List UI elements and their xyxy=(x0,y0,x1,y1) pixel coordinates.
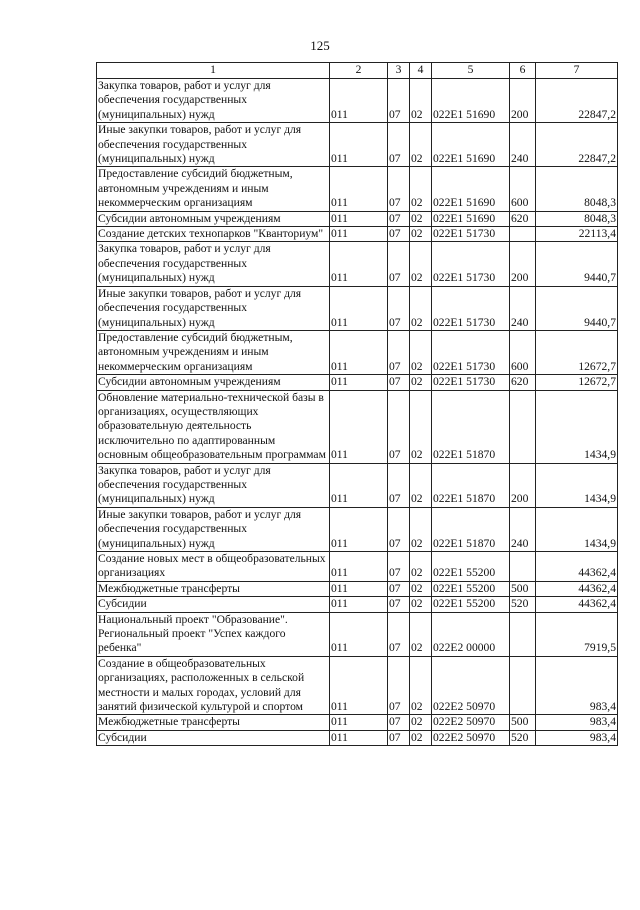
row-admin-code: 011 xyxy=(330,79,388,123)
row-section-code: 07 xyxy=(388,552,410,582)
row-name: Обновление материально-технической базы в организациях, осуществляющих образовательную деятельность исключительно по адаптированным основным общеобразовательным программам xyxy=(97,390,330,463)
row-section-code: 07 xyxy=(388,79,410,123)
table-row xyxy=(97,581,618,596)
row-amount: 22847,2 xyxy=(536,123,618,167)
row-expense-type-code: 200 xyxy=(510,463,536,507)
row-name: Субсидии xyxy=(97,730,330,745)
row-section-code: 07 xyxy=(388,581,410,596)
row-expense-type-code: 500 xyxy=(510,581,536,596)
row-subsection-code: 02 xyxy=(410,552,432,582)
row-target-item-code: 022E1 55200 xyxy=(432,597,510,612)
row-section-code: 07 xyxy=(388,730,410,745)
row-subsection-code: 02 xyxy=(410,730,432,745)
row-amount: 8048,3 xyxy=(536,211,618,226)
row-name: Иные закупки товаров, работ и услуг для обеспечения государственных (муниципальных) нужд xyxy=(97,123,330,167)
row-name: Межбюджетные трансферты xyxy=(97,581,330,596)
row-amount: 22113,4 xyxy=(536,227,618,242)
row-section-code: 07 xyxy=(388,612,410,656)
row-admin-code: 011 xyxy=(330,656,388,715)
column-header-admin: 2 xyxy=(330,63,388,79)
row-name: Создание в общеобразовательных организациях, расположенных в сельской местности и малых городах, условий для занятий физической культурой и спортом xyxy=(97,656,330,715)
row-subsection-code: 02 xyxy=(410,656,432,715)
row-name: Субсидии автономным учреждениям xyxy=(97,375,330,390)
row-subsection-code: 02 xyxy=(410,79,432,123)
row-target-item-code: 022E2 50970 xyxy=(432,730,510,745)
row-amount: 8048,3 xyxy=(536,167,618,211)
row-target-item-code: 022E1 51870 xyxy=(432,390,510,463)
row-amount: 22847,2 xyxy=(536,79,618,123)
row-expense-type-code: 240 xyxy=(510,123,536,167)
row-target-item-code: 022E1 55200 xyxy=(432,581,510,596)
row-section-code: 07 xyxy=(388,390,410,463)
row-expense-type-code: 620 xyxy=(510,375,536,390)
row-section-code: 07 xyxy=(388,597,410,612)
row-subsection-code: 02 xyxy=(410,612,432,656)
row-amount: 1434,9 xyxy=(536,507,618,551)
row-amount: 44362,4 xyxy=(536,581,618,596)
row-expense-type-code xyxy=(510,390,536,463)
row-target-item-code: 022E1 51690 xyxy=(432,123,510,167)
row-subsection-code: 02 xyxy=(410,227,432,242)
row-subsection-code: 02 xyxy=(410,167,432,211)
table-row xyxy=(97,123,618,167)
row-name: Закупка товаров, работ и услуг для обеспечения государственных (муниципальных) нужд xyxy=(97,242,330,286)
row-target-item-code: 022E1 51870 xyxy=(432,463,510,507)
row-expense-type-code xyxy=(510,552,536,582)
row-target-item-code: 022E1 55200 xyxy=(432,552,510,582)
row-subsection-code: 02 xyxy=(410,390,432,463)
row-target-item-code: 022E2 00000 xyxy=(432,612,510,656)
row-target-item-code: 022E1 51730 xyxy=(432,375,510,390)
column-header-section: 3 xyxy=(388,63,410,79)
row-amount: 12672,7 xyxy=(536,330,618,374)
table-row xyxy=(97,715,618,730)
row-amount: 1434,9 xyxy=(536,463,618,507)
table-row xyxy=(97,242,618,286)
row-admin-code: 011 xyxy=(330,463,388,507)
row-subsection-code: 02 xyxy=(410,463,432,507)
table-row xyxy=(97,167,618,211)
row-expense-type-code xyxy=(510,612,536,656)
row-expense-type-code: 520 xyxy=(510,730,536,745)
row-section-code: 07 xyxy=(388,715,410,730)
row-target-item-code: 022E2 50970 xyxy=(432,715,510,730)
row-name: Национальный проект "Образование". Региональный проект "Успех каждого ребенка" xyxy=(97,612,330,656)
row-admin-code: 011 xyxy=(330,715,388,730)
row-subsection-code: 02 xyxy=(410,330,432,374)
row-section-code: 07 xyxy=(388,375,410,390)
column-header-target-item: 5 xyxy=(432,63,510,79)
row-name: Субсидии xyxy=(97,597,330,612)
row-amount: 983,4 xyxy=(536,656,618,715)
table-row xyxy=(97,79,618,123)
row-subsection-code: 02 xyxy=(410,211,432,226)
row-admin-code: 011 xyxy=(330,730,388,745)
table-row xyxy=(97,507,618,551)
page-number: 125 xyxy=(310,38,330,53)
row-amount: 983,4 xyxy=(536,715,618,730)
row-expense-type-code: 200 xyxy=(510,79,536,123)
row-expense-type-code: 600 xyxy=(510,330,536,374)
row-admin-code: 011 xyxy=(330,211,388,226)
row-expense-type-code: 620 xyxy=(510,211,536,226)
row-admin-code: 011 xyxy=(330,581,388,596)
table-row xyxy=(97,656,618,715)
row-amount: 983,4 xyxy=(536,730,618,745)
row-target-item-code: 022E1 51690 xyxy=(432,211,510,226)
row-target-item-code: 022E1 51870 xyxy=(432,507,510,551)
table-header-row xyxy=(97,63,618,79)
row-target-item-code: 022E1 51730 xyxy=(432,286,510,330)
row-name: Создание новых мест в общеобразовательных организациях xyxy=(97,552,330,582)
row-section-code: 07 xyxy=(388,463,410,507)
row-name: Закупка товаров, работ и услуг для обеспечения государственных (муниципальных) нужд xyxy=(97,79,330,123)
row-subsection-code: 02 xyxy=(410,507,432,551)
column-header-amount: 7 xyxy=(536,63,618,79)
column-header-subsection: 4 xyxy=(410,63,432,79)
table-body xyxy=(97,79,618,746)
column-header-name: 1 xyxy=(97,63,330,79)
row-target-item-code: 022E1 51690 xyxy=(432,79,510,123)
row-amount: 44362,4 xyxy=(536,597,618,612)
row-amount: 7919,5 xyxy=(536,612,618,656)
row-section-code: 07 xyxy=(388,286,410,330)
table-row xyxy=(97,375,618,390)
row-section-code: 07 xyxy=(388,242,410,286)
row-admin-code: 011 xyxy=(330,612,388,656)
table-row xyxy=(97,330,618,374)
row-expense-type-code: 500 xyxy=(510,715,536,730)
row-admin-code: 011 xyxy=(330,390,388,463)
row-expense-type-code: 240 xyxy=(510,286,536,330)
row-name: Предоставление субсидий бюджетным, автономным учреждениям и иным некоммерческим организациям xyxy=(97,167,330,211)
row-expense-type-code xyxy=(510,227,536,242)
row-section-code: 07 xyxy=(388,211,410,226)
row-expense-type-code: 520 xyxy=(510,597,536,612)
row-admin-code: 011 xyxy=(330,375,388,390)
row-amount: 9440,7 xyxy=(536,242,618,286)
row-admin-code: 011 xyxy=(330,167,388,211)
row-subsection-code: 02 xyxy=(410,286,432,330)
table-row xyxy=(97,552,618,582)
row-subsection-code: 02 xyxy=(410,597,432,612)
row-subsection-code: 02 xyxy=(410,375,432,390)
row-subsection-code: 02 xyxy=(410,242,432,286)
row-subsection-code: 02 xyxy=(410,581,432,596)
row-section-code: 07 xyxy=(388,330,410,374)
row-name: Субсидии автономным учреждениям xyxy=(97,211,330,226)
row-admin-code: 011 xyxy=(330,123,388,167)
row-target-item-code: 022E2 50970 xyxy=(432,656,510,715)
table-row xyxy=(97,463,618,507)
row-target-item-code: 022E1 51730 xyxy=(432,330,510,374)
row-section-code: 07 xyxy=(388,656,410,715)
row-section-code: 07 xyxy=(388,123,410,167)
row-name: Создание детских технопарков "Кванториум" xyxy=(97,227,330,242)
row-admin-code: 011 xyxy=(330,597,388,612)
row-amount: 9440,7 xyxy=(536,286,618,330)
row-subsection-code: 02 xyxy=(410,715,432,730)
row-target-item-code: 022E1 51730 xyxy=(432,227,510,242)
row-expense-type-code: 200 xyxy=(510,242,536,286)
row-section-code: 07 xyxy=(388,227,410,242)
row-admin-code: 011 xyxy=(330,552,388,582)
row-expense-type-code xyxy=(510,656,536,715)
row-name: Предоставление субсидий бюджетным, автономным учреждениям и иным некоммерческим организациям xyxy=(97,330,330,374)
row-amount: 44362,4 xyxy=(536,552,618,582)
table-row xyxy=(97,211,618,226)
row-name: Закупка товаров, работ и услуг для обеспечения государственных (муниципальных) нужд xyxy=(97,463,330,507)
table-row xyxy=(97,390,618,463)
row-admin-code: 011 xyxy=(330,507,388,551)
row-section-code: 07 xyxy=(388,167,410,211)
row-expense-type-code: 240 xyxy=(510,507,536,551)
row-target-item-code: 022E1 51730 xyxy=(432,242,510,286)
row-admin-code: 011 xyxy=(330,330,388,374)
table-row xyxy=(97,227,618,242)
row-admin-code: 011 xyxy=(330,286,388,330)
table-row xyxy=(97,597,618,612)
budget-table xyxy=(96,62,618,746)
row-name: Межбюджетные трансферты xyxy=(97,715,330,730)
row-name: Иные закупки товаров, работ и услуг для обеспечения государственных (муниципальных) нужд xyxy=(97,507,330,551)
table-row xyxy=(97,730,618,745)
row-expense-type-code: 600 xyxy=(510,167,536,211)
row-amount: 12672,7 xyxy=(536,375,618,390)
row-name: Иные закупки товаров, работ и услуг для обеспечения государственных (муниципальных) нужд xyxy=(97,286,330,330)
row-admin-code: 011 xyxy=(330,242,388,286)
row-section-code: 07 xyxy=(388,507,410,551)
row-target-item-code: 022E1 51690 xyxy=(432,167,510,211)
row-amount: 1434,9 xyxy=(536,390,618,463)
row-admin-code: 011 xyxy=(330,227,388,242)
table-row xyxy=(97,286,618,330)
row-subsection-code: 02 xyxy=(410,123,432,167)
column-header-expense-type: 6 xyxy=(510,63,536,79)
table-row xyxy=(97,612,618,656)
